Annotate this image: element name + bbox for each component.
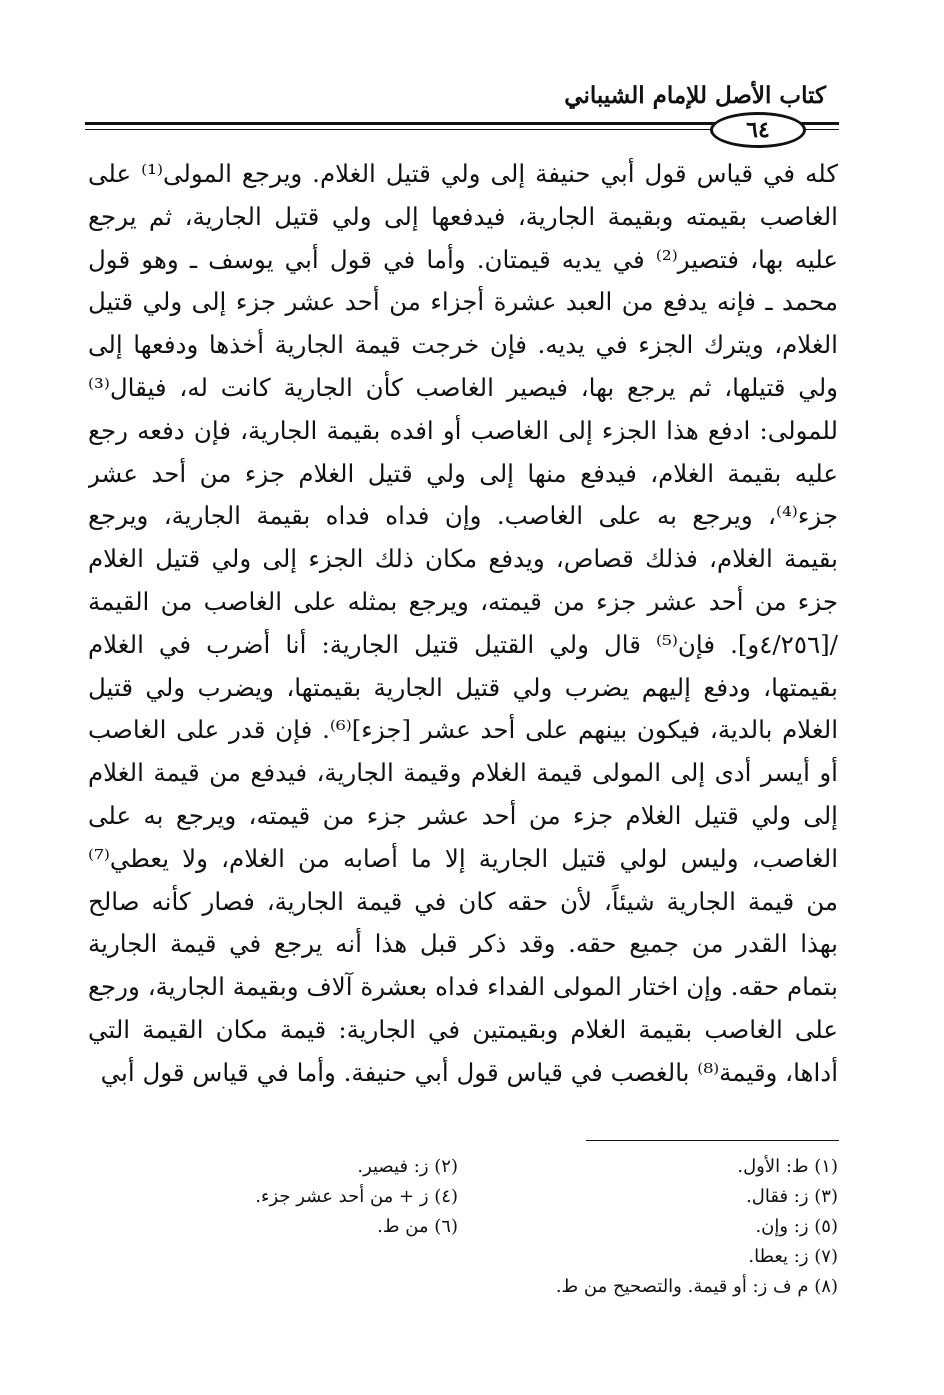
text-line: /[٤/٢٥٦و]. فإن⁽⁵⁾ قال ولي القتيل قتيل الجارية: أنا أضرب في الغلام [88, 629, 838, 659]
footnote-row [88, 1212, 838, 1242]
text-line: بتمام حقه. وإن اختار المولى الفداء فداه بعشرة آلاف وبقيمة الجارية، ورجع [88, 972, 838, 1002]
footnote: (٦) من ط. [377, 1216, 458, 1237]
footnote-row [88, 1272, 838, 1302]
text-line: إلى ولي قتيل الغلام جزء من أحد عشر جزء من قيمته، ويرجع به على [88, 800, 838, 830]
footnote-row [88, 1242, 838, 1272]
text-line: من قيمة الجارية شيئاً، لأن حقه كان في قيمة الجارية، فصار كأنه صالح [88, 886, 838, 916]
footnote: (٣) ز: فقال. [746, 1186, 838, 1207]
running-title: كتاب الأصل للإمام الشيباني [564, 82, 826, 109]
text-line: أداها، وقيمة⁽⁸⁾ بالغصب في قياس قول أبي حنيفة. وأما في قياس قول أبي [100, 1057, 838, 1087]
page-number: ٦٤ [710, 112, 806, 148]
text-line: ولي قتيلها، ثم يرجع بها، فيصير الغاصب كأن الجارية كانت له، فيقال⁽³⁾ [88, 372, 838, 402]
footnotes [88, 1152, 838, 1302]
body-text [88, 153, 838, 1098]
text-line: للمولى: ادفع هذا الجزء إلى الغاصب أو افده بقيمة الجارية، فإن دفعه رجع [88, 415, 838, 445]
text-line: عليه بها، فتصير⁽²⁾ في يديه قيمتان. وأما في قول أبي يوسف ـ وهو قول [88, 244, 838, 274]
footnote: (٥) ز: وإن. [755, 1216, 838, 1237]
text-line: على الغاصب بقيمة الغلام وبقيمتين في الجارية: قيمة مكان القيمة التي [88, 1014, 838, 1044]
footnote-row [88, 1152, 838, 1182]
text-line: بقيمة الغلام، فذلك قصاص، ويدفع مكان ذلك الجزء إلى ولي قتيل الغلام [88, 544, 838, 574]
text-line: بقيمتها، ودفع إليهم يضرب ولي قتيل الجارية بقيمتها، ويضرب ولي قتيل [88, 672, 838, 702]
footnote: (٨) م ف ز: أو قيمة. والتصحيح من ط. [555, 1276, 838, 1297]
footnote: (٢) ز: فيصير. [357, 1156, 458, 1177]
text-line: بهذا القدر من جميع حقه. وقد ذكر قبل هذا أنه يرجع في قيمة الجارية [88, 929, 838, 959]
footnote-separator [586, 1140, 839, 1141]
text-line: الغلام، ويترك الجزء في يديه. فإن خرجت قيمة الجارية أخذها ودفعها إلى [88, 330, 838, 360]
footnote: (٤) ز + من أحد عشر جزء. [255, 1186, 458, 1207]
text-line: الغاصب، وليس لولي قتيل الجارية إلا ما أصابه من الغلام، ولا يعطي⁽⁷⁾ [88, 843, 838, 873]
text-line: كله في قياس قول أبي حنيفة إلى ولي قتيل الغلام. ويرجع المولى⁽¹⁾ على [88, 159, 838, 188]
footnote: (٧) ز: يعطا. [748, 1246, 838, 1267]
text-line: عليه بقيمة الغلام، فيدفع منها إلى ولي قتيل الغلام جزء من أحد عشر [88, 458, 838, 488]
text-line: محمد ـ فإنه يدفع من العبد عشرة أجزاء من أحد عشر جزء إلى ولي قتيل [88, 287, 838, 317]
text-line: الغاصب بقيمته وبقيمة الجارية، فيدفعها إلى ولي قتيل الجارية، ثم يرجع [88, 201, 838, 231]
text-line: جزء من أحد عشر جزء من قيمته، ويرجع بمثله على الغاصب من القيمة [88, 586, 838, 616]
text-line: أو أيسر أدى إلى المولى قيمة الغلام وقيمة الجارية، فيدفع من قيمة الغلام [88, 758, 838, 788]
text-line: الغلام بالدية، فيكون بينهم على أحد عشر [جزء]⁽⁶⁾. فإن قدر على الغاصب [88, 715, 838, 745]
text-line: جزء⁽⁴⁾، ويرجع به على الغاصب. وإن فداه فداه بقيمة الجارية، ويرجع [88, 501, 838, 531]
footnote: (١) ط: الأول. [737, 1156, 838, 1177]
footnote-row [88, 1182, 838, 1212]
